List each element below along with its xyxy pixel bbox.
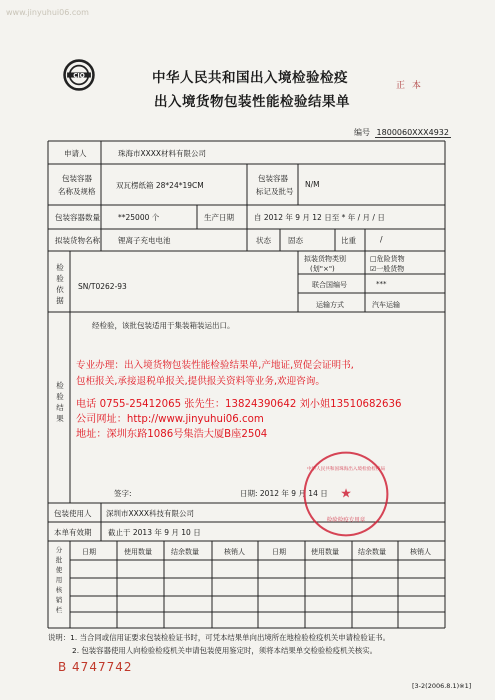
general-goods-option: ☑一般货物 <box>370 265 405 273</box>
usage-header-used-2: 使用数量 <box>311 548 339 556</box>
inspection-result-text: 经检验，该批包装适用于集装箱装运出口。 <box>92 321 235 330</box>
note-line-2: 2. 包装容器使用人向检验检疫机关申请包装使用鉴定时，须将本结果单交检验检疫机关核实。 <box>72 646 378 655</box>
validity-label: 本单有效期 <box>54 528 92 537</box>
validity-value: 截止于 2013 年 9 月 10 日 <box>108 528 201 537</box>
container-mark-label-2: 标记及批号 <box>256 187 294 196</box>
title-line-1: 中华人民共和国出入境检验检疫 <box>152 70 348 86</box>
usage-header-date-1: 日期 <box>82 548 96 556</box>
original-copy-mark: 正 本 <box>396 81 423 91</box>
batch-usage-side-label: 分批使用核销栏 <box>55 546 63 614</box>
signature-date: 日期: 2012 年 9 月 14 日 <box>240 489 328 498</box>
specific-gravity-label: 比重 <box>341 236 356 245</box>
quantity-label: 包装容器数量 <box>55 213 100 222</box>
usage-header-verifier-1: 核销人 <box>224 548 245 556</box>
inspection-basis-value: SN/T0262-93 <box>78 282 127 291</box>
serial-value: 1800060XXX4932 <box>376 128 449 137</box>
un-number-value: *** <box>376 280 387 288</box>
specific-gravity-value: / <box>380 235 383 244</box>
watermark-text: www.jinyuhui06.com <box>6 8 89 17</box>
quantity-value: **25000 个 <box>118 213 160 222</box>
container-mark-label-1: 包装容器 <box>258 174 288 183</box>
goods-name-label: 拟装货物名称 <box>55 236 100 245</box>
goods-name-value: 锂离子充电电池 <box>118 236 171 245</box>
document-number: B 4747742 <box>58 660 133 674</box>
production-date-value: 自 2012 年 9 月 12 日至 * 年 / 月 / 日 <box>254 213 385 222</box>
transport-mode-value: 汽车运输 <box>372 301 400 309</box>
un-number-label: 联合国编号 <box>312 281 347 289</box>
goods-category-label-2: (划"×") <box>310 265 335 273</box>
container-name-label-1: 包装容器 <box>62 174 92 183</box>
container-name-label-2: 名称及规格 <box>58 187 96 196</box>
seal-bottom-text: 检验检疫专用章 <box>326 517 366 524</box>
dangerous-goods-option: □危险货物 <box>370 255 405 263</box>
signature-label: 签字: <box>114 489 132 498</box>
note-line-1: 说明：1. 当合同或信用证要求包装检验证书时，可凭本结果单向出境所在地检验检疫机关申请检验证书。 <box>48 633 390 642</box>
form-number: [3-2(2006.8.1)※1] <box>412 682 472 690</box>
state-label: 状态 <box>256 236 271 245</box>
usage-header-balance-2: 结余数量 <box>358 548 386 556</box>
container-mark-value: N/M <box>305 180 320 189</box>
title-line-2: 出入境货物包装性能检验结果单 <box>154 94 350 110</box>
serial-label: 编号 <box>354 128 370 137</box>
ad-website-line: 公司网址：http://www.jinyuhui06.com <box>76 414 264 425</box>
usage-header-verifier-2: 核销人 <box>410 548 431 556</box>
container-name-value: 双瓦楞纸箱 28*24*19CM <box>116 181 204 190</box>
inspection-result-label: 检验结果 <box>56 381 64 423</box>
inspection-basis-label: 检验依据 <box>56 263 64 305</box>
applicant-value: 珠海市XXXX材料有限公司 <box>118 149 207 158</box>
ad-line-1: 专业办理：出入境货物包装性能检验结果单,产地证,贸促会证明书, <box>76 360 354 371</box>
svg-text:★: ★ <box>340 486 352 502</box>
state-value: 固态 <box>288 236 303 245</box>
seal-arc-text: 中华人民共和国珠海出入境检验检疫局 <box>306 467 386 473</box>
ad-address-line: 地址：深圳东路1086号集浩大厦B座2504 <box>76 429 268 440</box>
usage-header-used-1: 使用数量 <box>124 548 152 556</box>
ad-phone-line: 电话 0755-25412065 张先生：13824390642 刘小姐13510682636 <box>76 399 402 410</box>
usage-header-balance-1: 结余数量 <box>171 548 199 556</box>
svg-text:CIQ: CIQ <box>73 72 85 80</box>
goods-category-label-1: 拟装货物类别 <box>304 255 346 263</box>
official-seal-icon <box>300 448 392 540</box>
package-user-value: 深圳市XXXX科技有限公司 <box>106 509 195 518</box>
usage-header-date-2: 日期 <box>272 548 286 556</box>
applicant-label: 申请人 <box>64 149 87 158</box>
package-user-label: 包装使用人 <box>54 509 92 518</box>
production-date-label: 生产日期 <box>204 213 234 222</box>
transport-mode-label: 运输方式 <box>316 301 344 309</box>
ad-line-2: 包柜报关,承接退税单报关,提供报关资料等业务,欢迎咨询。 <box>76 376 325 387</box>
